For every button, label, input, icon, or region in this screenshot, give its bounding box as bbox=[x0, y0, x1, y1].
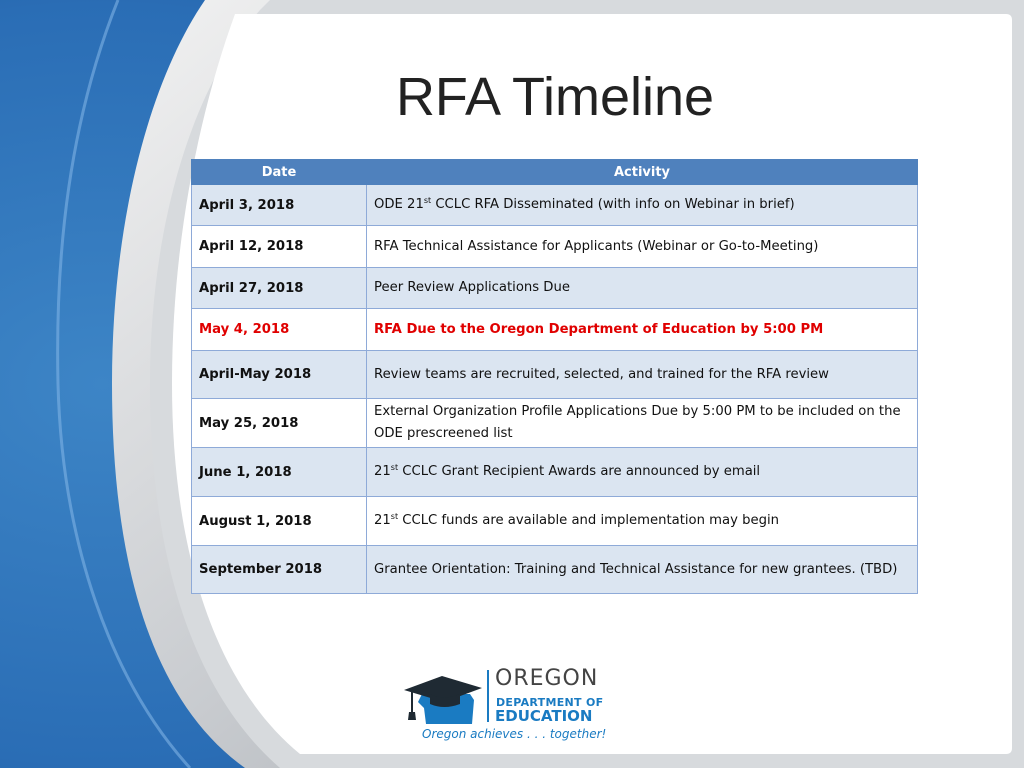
logo-department-text: DEPARTMENT OF bbox=[496, 696, 604, 709]
logo-oregon-text: OREGON bbox=[495, 666, 599, 691]
slide-title: RFA Timeline bbox=[395, 67, 715, 127]
row-activity: External Organization Profile Applications Due by 5:00 PM to be included on the ODE prescreened list bbox=[367, 399, 918, 448]
row-activity: RFA Technical Assistance for Applicants (Webinar or Go-to-Meeting) bbox=[367, 226, 918, 268]
table-row bbox=[192, 448, 918, 497]
table-row bbox=[192, 399, 918, 448]
oregon-department-of-education-logo bbox=[400, 665, 605, 745]
table-row-highlighted bbox=[192, 309, 918, 351]
graduation-cap-oregon-icon bbox=[400, 668, 484, 728]
column-header-activity: Activity bbox=[367, 160, 918, 185]
table-row bbox=[192, 546, 918, 594]
timeline-table bbox=[191, 159, 918, 594]
row-date: June 1, 2018 bbox=[192, 448, 367, 497]
row-activity: ODE 21st CCLC RFA Disseminated (with info on Webinar in brief) bbox=[367, 185, 918, 226]
table-row bbox=[192, 351, 918, 399]
table-row bbox=[192, 226, 918, 268]
row-date: August 1, 2018 bbox=[192, 497, 367, 546]
row-date: May 4, 2018 bbox=[192, 309, 367, 351]
column-header-date: Date bbox=[192, 160, 367, 185]
table-row bbox=[192, 185, 918, 226]
row-activity: 21st CCLC funds are available and implementation may begin bbox=[367, 497, 918, 546]
logo-education-text: EDUCATION bbox=[495, 707, 593, 725]
row-activity: Grantee Orientation: Training and Technical Assistance for new grantees. (TBD) bbox=[367, 546, 918, 594]
row-date: September 2018 bbox=[192, 546, 367, 594]
logo-tagline: Oregon achieves . . . together! bbox=[422, 727, 607, 741]
row-activity: RFA Due to the Oregon Department of Education by 5:00 PM bbox=[367, 309, 918, 351]
table-row bbox=[192, 497, 918, 546]
table-row bbox=[192, 268, 918, 309]
row-activity: Review teams are recruited, selected, and trained for the RFA review bbox=[367, 351, 918, 399]
row-date: May 25, 2018 bbox=[192, 399, 367, 448]
row-date: April-May 2018 bbox=[192, 351, 367, 399]
row-activity: 21st CCLC Grant Recipient Awards are announced by email bbox=[367, 448, 918, 497]
row-date: April 27, 2018 bbox=[192, 268, 367, 309]
row-date: April 12, 2018 bbox=[192, 226, 367, 268]
logo-divider bbox=[487, 670, 489, 722]
row-date: April 3, 2018 bbox=[192, 185, 367, 226]
row-activity: Peer Review Applications Due bbox=[367, 268, 918, 309]
table-header-row bbox=[192, 160, 918, 185]
